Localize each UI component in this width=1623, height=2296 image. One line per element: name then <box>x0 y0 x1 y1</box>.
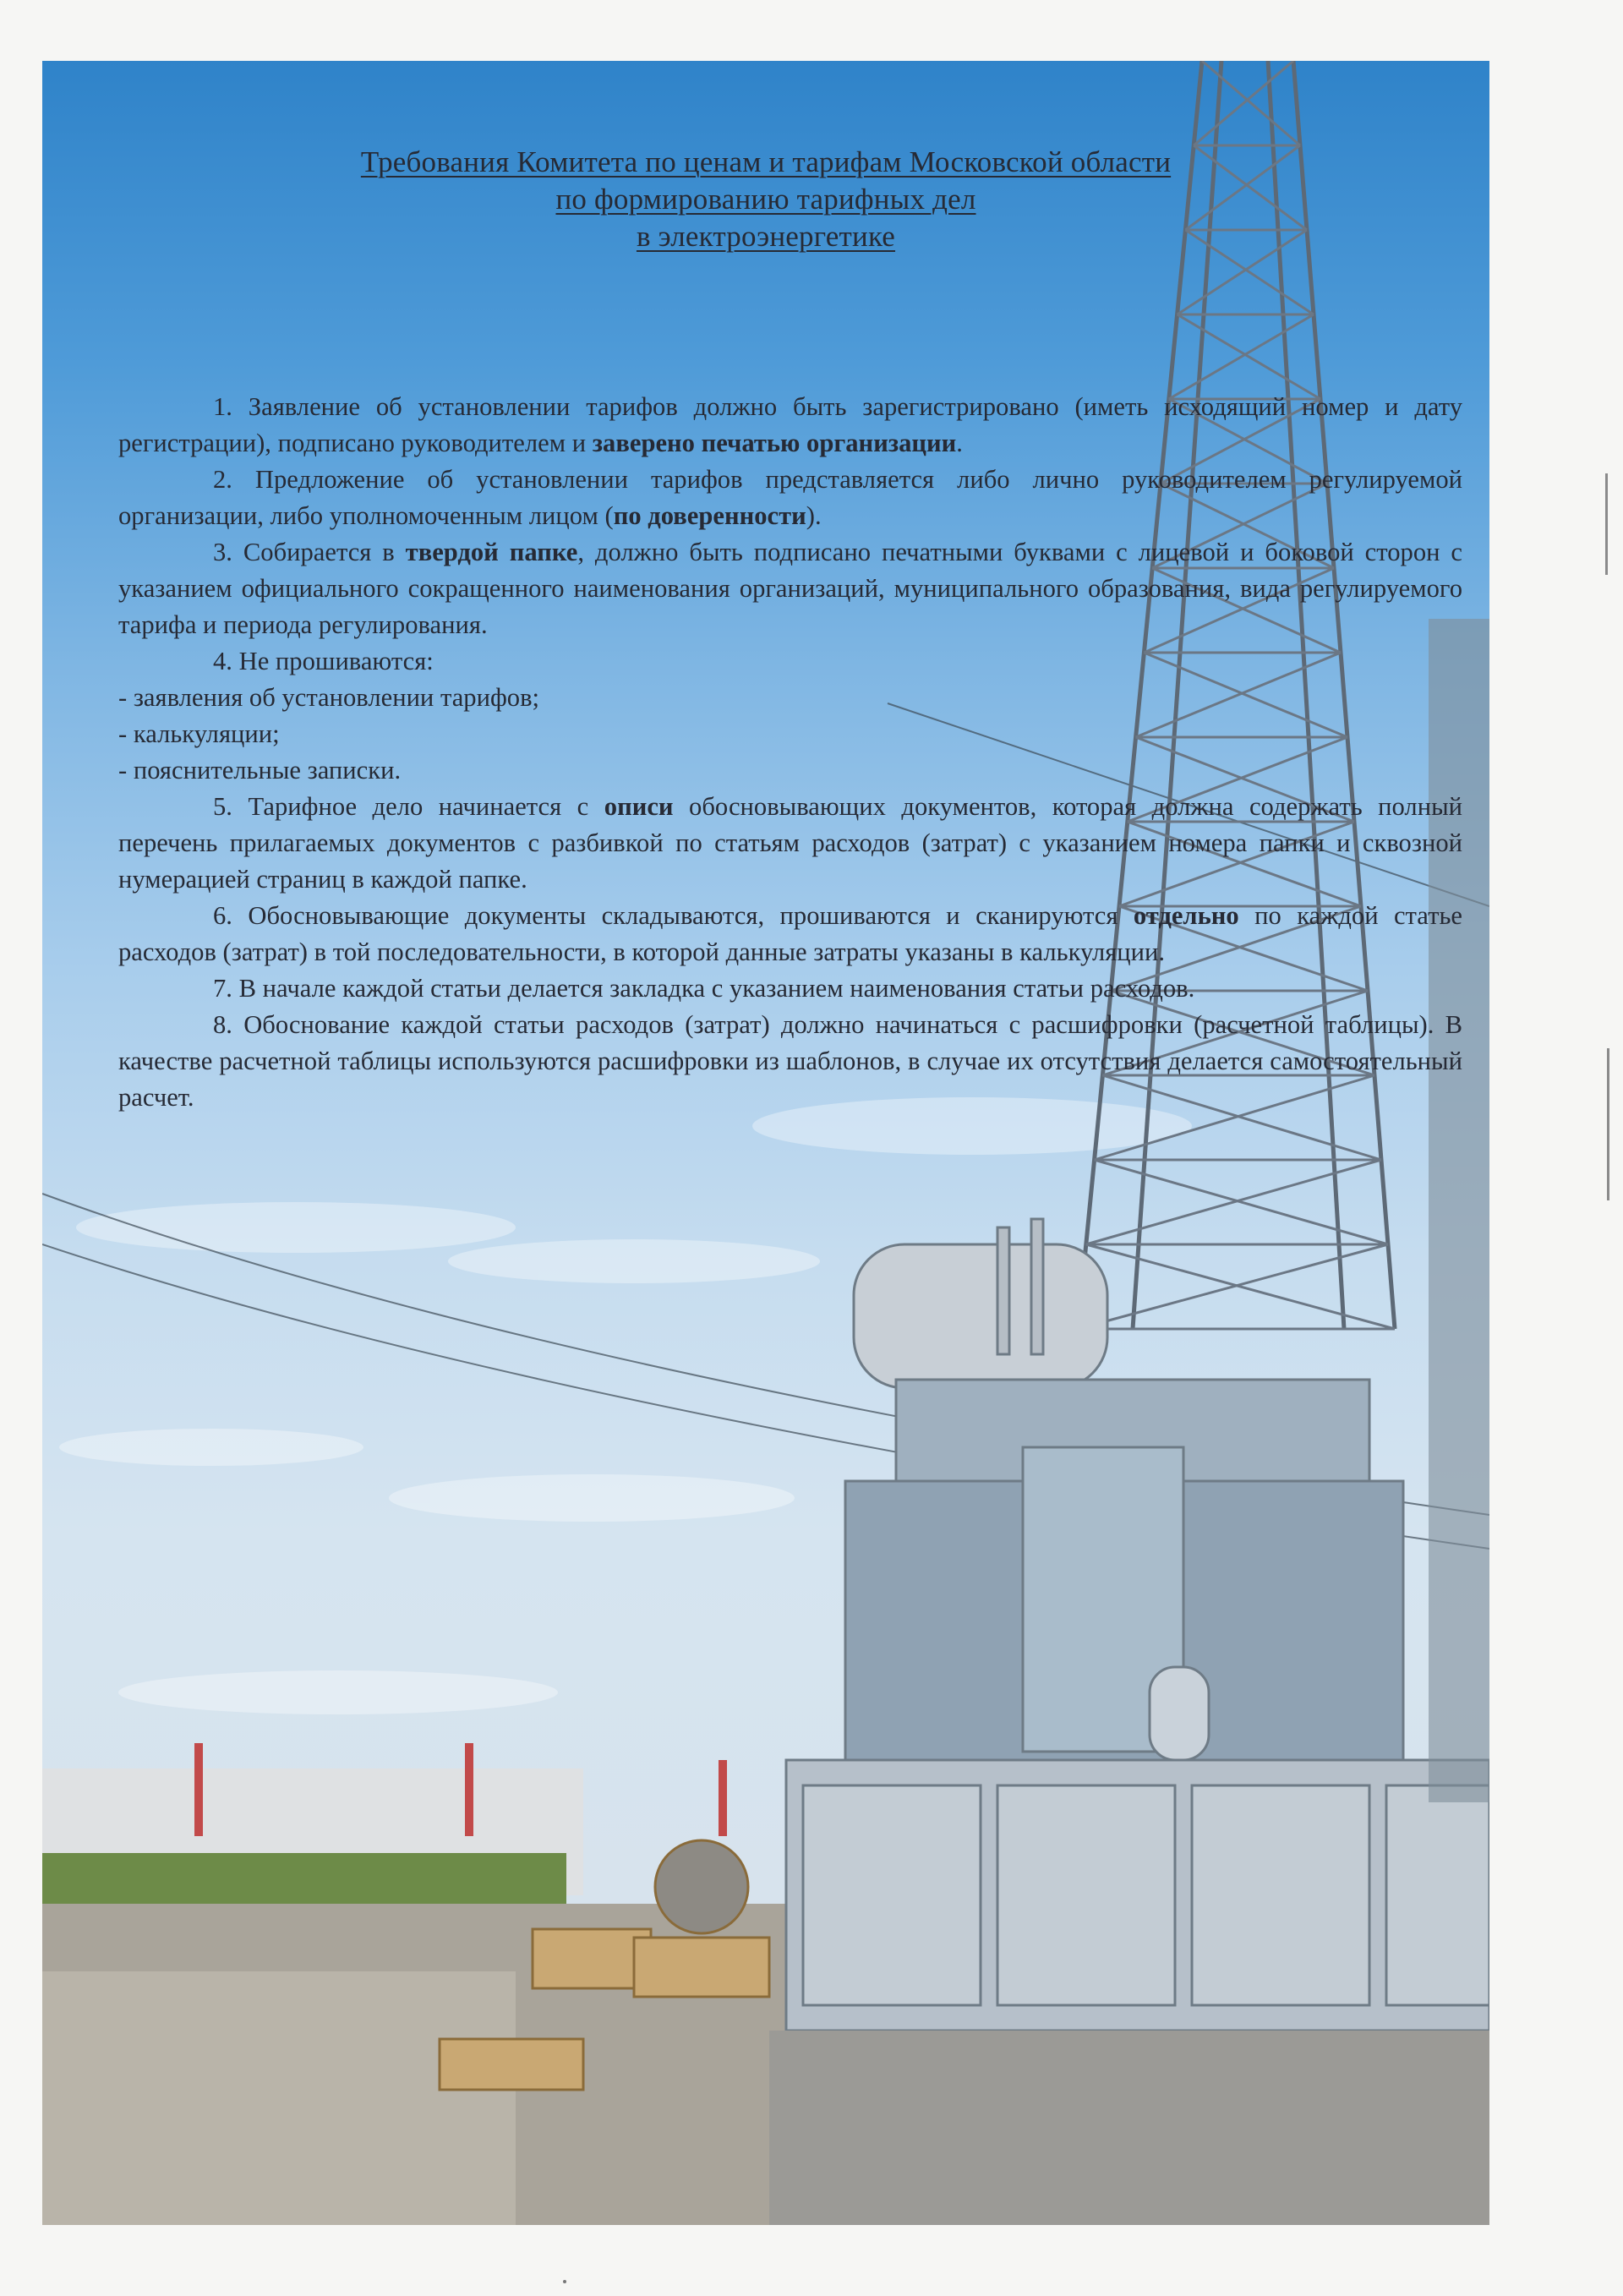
scan-edge-mark <box>1605 473 1608 575</box>
item-1: 1. Заявление об установлении тарифов должно быть зарегистрировано (иметь исходящий номер и дату регистрации), подписано руководителем и заверено печатью организации. <box>118 392 1462 457</box>
item-7: 7. В начале каждой статьи делается закладка с указанием наименования статьи расходов. <box>213 974 1195 1003</box>
document-title <box>42 144 1489 255</box>
item-2: 2. Предложение об установлении тарифов представляется либо лично руководителем регулируемой организации, либо уполномоченным лицом (по доверенности). <box>118 465 1462 530</box>
item-4-list-3: - пояснительные записки. <box>118 756 402 784</box>
item-4-lead: 4. Не прошиваются: <box>213 647 434 675</box>
scan-edge-mark <box>1607 1048 1609 1200</box>
document-text <box>42 61 1489 2225</box>
title-line-3: в электроэнергетике <box>636 220 896 253</box>
item-3: 3. Собирается в твердой папке, должно быть подписано печатными буквами с лицевой и боковой сторон с указанием официального сокращенного наименования организаций, муниципального образования, вида регулируемого тарифа и периода регулирования. <box>118 538 1463 639</box>
item-5: 5. Тарифное дело начинается с описи обосновывающих документов, которая должна содержать полный перечень прилагаемых документов с разбивкой по статьям расходов (затрат) с указанием номера папки и сквозной нумерацией страниц в каждой папке. <box>118 792 1462 894</box>
item-8: 8. Обоснование каждой статьи расходов (затрат) должно начинаться с расшифровки (расчетной таблицы). В качестве расчетной таблицы используются расшифровки из шаблонов, в случае их отсутствия делается самостоятельный расчет. <box>118 1010 1462 1112</box>
item-6: 6. Обосновывающие документы складываются, прошиваются и сканируются отдельно по каждой статье расходов (затрат) в той последовательности, в которой данные затраты указаны в калькуляции. <box>118 901 1462 966</box>
item-4-list-2: - калькуляции; <box>118 719 280 748</box>
scan-speck <box>563 2280 566 2283</box>
requirements-list <box>118 389 1462 1116</box>
item-4-list-1: - заявления об установлении тарифов; <box>118 683 540 712</box>
title-line-1: Требования Комитета по ценам и тарифам Московской области <box>360 145 1172 178</box>
substation-photo <box>42 61 1489 2225</box>
title-line-2: по формированию тарифных дел <box>555 183 976 216</box>
